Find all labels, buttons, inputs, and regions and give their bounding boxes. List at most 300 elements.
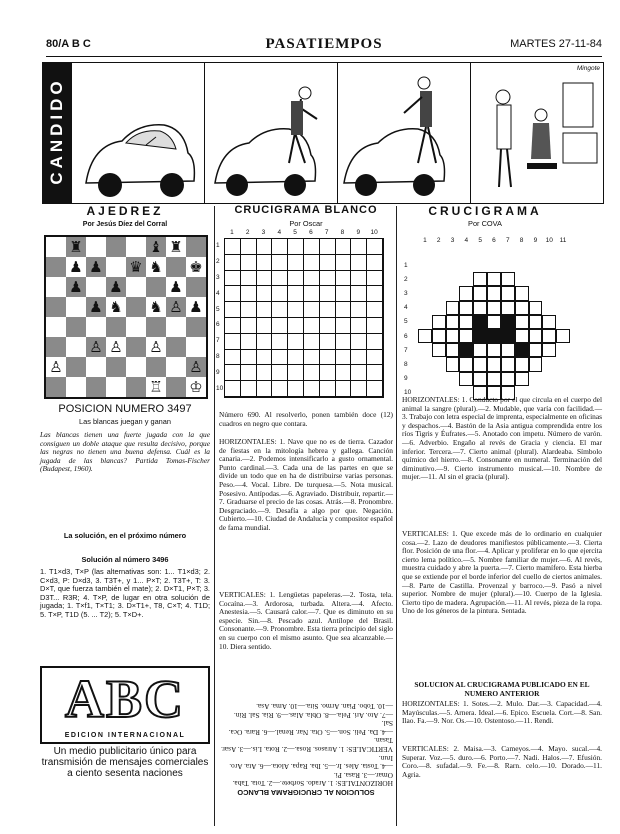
crossword-cell <box>272 271 288 287</box>
chess-square <box>86 237 106 257</box>
blanco-solution-line: VERTICALES: 1. Atrasos. Rosa.—2. Rota. Lis.—3. Asar. Tasan. <box>221 736 393 755</box>
crossword-cell <box>304 271 320 287</box>
row-number: 10 <box>216 384 224 392</box>
chess-square <box>186 237 206 257</box>
crossword-cell <box>529 315 543 329</box>
chess-square <box>46 377 66 397</box>
row-number: 2 <box>216 258 220 266</box>
crossword-cell <box>418 258 432 272</box>
row-number: 9 <box>216 368 220 376</box>
crossword-cell <box>487 357 501 371</box>
crossword-cell <box>459 258 473 272</box>
row-number: 7 <box>404 346 408 354</box>
crossword-cell <box>432 357 446 371</box>
crossword-cell <box>320 302 336 318</box>
crossword-cell <box>529 272 543 286</box>
crossword-cell <box>367 381 383 397</box>
crossword-cell <box>542 357 556 371</box>
chess-square <box>126 277 146 297</box>
chess-square: ♟ <box>69 257 83 276</box>
strip-title: CANDIDO <box>47 77 66 185</box>
crossword-cell <box>257 381 273 397</box>
crossword-cell <box>418 372 432 386</box>
crossword-cell <box>367 255 383 271</box>
column-number: 4 <box>277 229 282 236</box>
crossword-cell <box>529 372 543 386</box>
chess-square <box>166 357 186 377</box>
strip-title-band <box>43 63 71 203</box>
crossword-cell <box>272 365 288 381</box>
section-title: PASATIEMPOS <box>265 36 383 52</box>
chess-square <box>186 277 206 297</box>
cartoon-panel-2 <box>204 63 338 203</box>
chess-square <box>106 377 126 397</box>
row-number: 3 <box>216 273 220 281</box>
chess-square <box>126 337 146 357</box>
cova-row-numbers <box>404 258 414 400</box>
crossword-cell <box>257 318 273 334</box>
solution-title: Solución al número 3496 <box>81 555 169 564</box>
crossword-cell <box>446 343 460 357</box>
chess-square <box>126 357 146 377</box>
crossword-cell <box>351 239 367 255</box>
crossword-cell <box>432 286 446 300</box>
problem-body: Las blancas tienen una fuerte jugada con la que consiguen un doble ataque que resulta decisivo, porque las negras no tienen una buena defensa. Cuál es la jugada de las blancas? Partida Tomas-Fischer (Budapest, 1960). <box>40 430 210 474</box>
blanco-intro: Número 690. Al resolverlo, ponen también doce (12) cuadros en negro que contara. <box>219 410 393 428</box>
black-cell <box>501 329 515 343</box>
crossword-cell <box>272 318 288 334</box>
crossword-cell <box>501 258 515 272</box>
crossword-cell <box>225 302 241 318</box>
crossword-cell <box>529 343 543 357</box>
column-number: 6 <box>309 229 313 236</box>
car-drawing <box>72 63 205 203</box>
chess-square: ♞ <box>149 297 163 316</box>
crossword-cell <box>367 286 383 302</box>
column-number: 11 <box>559 237 567 244</box>
crossword-cell <box>501 343 515 357</box>
crossword-cell <box>556 272 570 286</box>
column-number: 1 <box>423 237 427 244</box>
chess-square <box>46 317 66 337</box>
crossword-cell <box>542 315 556 329</box>
crossword-cell <box>336 381 352 397</box>
crossword-cell <box>320 255 336 271</box>
crossword-cell <box>418 329 432 343</box>
row-number: 9 <box>404 375 408 383</box>
chess-square <box>166 377 186 397</box>
crossword-cell <box>487 315 501 329</box>
crossword-cell <box>542 258 556 272</box>
crossword-cell <box>367 271 383 287</box>
chess-board <box>44 235 208 399</box>
crossword-cell <box>351 350 367 366</box>
crossword-cell <box>225 381 241 397</box>
column-rule-1 <box>214 206 215 826</box>
crossword-cell <box>336 350 352 366</box>
crossword-cell <box>501 286 515 300</box>
column-number: 6 <box>492 237 496 244</box>
crossword-cell <box>556 258 570 272</box>
crossword-cell <box>241 239 257 255</box>
chess-square <box>106 257 126 277</box>
chess-square: ♞ <box>149 257 163 276</box>
barber-scene-drawing <box>471 63 604 203</box>
crossword-cell <box>304 286 320 302</box>
column-number: 2 <box>436 237 441 244</box>
cartoon-panel-4 <box>470 63 604 203</box>
crossword-cell <box>515 301 529 315</box>
abc-logo-box <box>40 666 210 744</box>
chess-square: ♙ <box>49 357 63 376</box>
chess-square: ♟ <box>86 297 106 317</box>
crossword-cell <box>515 272 529 286</box>
chess-square <box>106 237 126 257</box>
crossword-cell <box>556 286 570 300</box>
row-number: 6 <box>404 332 408 340</box>
chess-square <box>86 317 106 337</box>
chess-square: ♙ <box>109 337 123 356</box>
crossword-cell <box>272 334 288 350</box>
column-number: 3 <box>261 229 266 236</box>
crossword-cell <box>241 350 257 366</box>
chess-square <box>186 317 206 337</box>
crossword-cell <box>320 239 336 255</box>
cartoon-strip <box>42 62 604 204</box>
cova-horizontales: HORIZONTALES: 1. Conducto por el que circula en el cuerpo del animal la sangre (plural).—2. Mudable, que varía con facilidad.—3. Trabajo con letra especial de imprenta, especialmente en oficinas y despachos.—4. Bastón de la Asia antigua comprendida entre los ríos Tigris y Éufrates.—5. Anotado con impetu. Número de varón.—6. Adverbio. Engaño al revés de Gracia y ciencia. El mar inferior. Tercera.—7. Cierto animal (plural). Alardeaba. Símbolo químico del hierro.—8. Consonante en numeral. Terminación del diminutivo.—9. Cierto instrumento musical.—10. Nombre de mujer.—11. Al sin el gracia (plural). <box>402 395 602 482</box>
chess-square <box>126 377 146 397</box>
crossword-cell <box>459 286 473 300</box>
row-number: 1 <box>404 261 408 269</box>
crossword-cell <box>241 255 257 271</box>
crossword-cell <box>225 318 241 334</box>
chess-square <box>86 277 106 297</box>
column-number: 2 <box>245 229 250 236</box>
crossword-cell <box>529 301 543 315</box>
crossword-cell <box>225 334 241 350</box>
row-number: 1 <box>216 242 220 250</box>
crossword-cell <box>288 350 304 366</box>
chess-square <box>166 337 186 357</box>
row-number: 5 <box>216 305 220 313</box>
crossword-cell <box>446 372 460 386</box>
chess-square <box>166 257 186 277</box>
crossword-cell <box>320 365 336 381</box>
chess-square: ♟ <box>66 277 86 297</box>
crossword-cell <box>556 357 570 371</box>
crossword-cell <box>351 334 367 350</box>
chess-square <box>46 257 66 277</box>
crossword-cell <box>487 286 501 300</box>
row-number: 10 <box>404 389 412 397</box>
chess-square: ♙ <box>86 337 106 357</box>
crossword-cell <box>501 372 515 386</box>
column-number: 7 <box>324 229 329 236</box>
crossword-cell <box>367 318 383 334</box>
black-cell <box>473 315 487 329</box>
chess-square <box>46 277 66 297</box>
cartoon-panel-3 <box>337 63 471 203</box>
cova-solution-verticales: VERTICALES: 2. Maisa.—3. Cameyos.—4. Mayo. sucal.—4. Superar. Voz.—5. duro.—6. Porto.—7. Nadi. Halos.—7. Efusión. Coro.—8. sufadal.—9. Fe.—8. Rarn. celo.—10. Dorado.—11. Agria. <box>402 744 602 779</box>
solution-text: 1. T1×d3, T×P (las alternativas son: 1... T1×d3; 2. C×d3, P: D×d3, 3. T3T+, y 1... P×T; 2. T3T+, T: 3. D×T, que fuerza también el mate); 2. D×T1, P×T; 3. D3T... R3R; 4. T×P, de lugar en otra solución de jugada; 1. T×f1, T×T1; 3. D×T1+, T8, C×T; 4. T1D; 5. T×P, T1D (5. ... T2); 5. T×D+. <box>40 567 210 619</box>
crossword-cell <box>515 329 529 343</box>
crossword-cell <box>501 301 515 315</box>
crossword-cell <box>288 286 304 302</box>
crossword-cell <box>272 350 288 366</box>
chess-square: ♚ <box>189 257 203 276</box>
crossword-cell <box>418 357 432 371</box>
column-number: 9 <box>533 237 538 244</box>
crossword-cell <box>351 271 367 287</box>
chess-square <box>66 357 86 377</box>
column-number: 5 <box>478 237 482 244</box>
crossword-cell <box>542 301 556 315</box>
black-cell <box>459 343 473 357</box>
crossword-cell <box>272 302 288 318</box>
crossword-cell <box>432 372 446 386</box>
crossword-cell <box>241 271 257 287</box>
crossword-cell <box>529 329 543 343</box>
blanco-byline: Por Oscar <box>289 219 323 228</box>
blanco-solution-line: HORIZONTALES: 1. Arado. Sorbete.—2. Tota. Taba. Omar.—3. Rasa. Pi. <box>232 770 393 789</box>
column-number: 9 <box>356 229 361 236</box>
crossword-cell <box>241 334 257 350</box>
crossword-cell <box>257 334 273 350</box>
crossword-cell <box>459 357 473 371</box>
chess-square: ♟ <box>189 297 203 316</box>
chess-square <box>146 317 166 337</box>
crossword-cell <box>459 301 473 315</box>
crossword-cell <box>257 271 273 287</box>
crossword-cell <box>367 239 383 255</box>
crossword-cell <box>542 329 556 343</box>
crossword-cell <box>351 302 367 318</box>
crossword-cell <box>459 372 473 386</box>
crossword-cell <box>473 258 487 272</box>
cova-solution-title: SOLUCION AL CRUCIGRAMA PUBLICADO EN EL NUMERO ANTERIOR <box>414 680 590 698</box>
crossword-cell <box>529 357 543 371</box>
crossword-cell <box>272 286 288 302</box>
chess-square <box>66 337 86 357</box>
crossword-cell <box>336 239 352 255</box>
column-number: 3 <box>450 237 455 244</box>
black-cell <box>501 315 515 329</box>
crossword-cell <box>473 343 487 357</box>
crossword-cell <box>432 301 446 315</box>
crossword-cell <box>241 318 257 334</box>
crossword-cell <box>225 286 241 302</box>
crossword-cell <box>556 372 570 386</box>
row-number: 4 <box>404 304 408 312</box>
column-number: 4 <box>464 237 469 244</box>
crossword-cell <box>320 334 336 350</box>
crossword-cell <box>487 372 501 386</box>
cova-solution-horizontales: HORIZONTALES: 1. Sotes.—2. Mulo. Dar.—3. Capacidad.—4. Mayúsculas.—5. Arnera. Ideal.—6. Epico. Escuela. Cort.—8. San. Ilao. Fa.—9. Nor. Os.—10. Ostentoso.—11. Rendi. <box>402 699 602 726</box>
crossword-cell <box>304 334 320 350</box>
crossword-cell <box>446 329 460 343</box>
row-number: 4 <box>216 289 220 297</box>
crossword-cell <box>241 286 257 302</box>
crossword-cell <box>487 343 501 357</box>
car-and-man-drawing-2 <box>338 63 471 203</box>
crossword-cell <box>320 271 336 287</box>
crossword-cell <box>487 258 501 272</box>
crossword-cell <box>320 318 336 334</box>
chess-square <box>86 377 106 397</box>
chess-byline: Por Jesús Díez del Corral <box>82 221 168 228</box>
crossword-cell <box>336 302 352 318</box>
crossword-cell <box>304 365 320 381</box>
crossword-cell <box>351 365 367 381</box>
crossword-cell <box>459 272 473 286</box>
chess-square: ♟ <box>169 277 183 296</box>
crossword-cell <box>515 258 529 272</box>
chess-square <box>66 297 86 317</box>
chess-square <box>46 337 66 357</box>
blanco-title: CRUCIGRAMA BLANCO <box>234 204 378 216</box>
chess-square: ♟ <box>86 257 106 277</box>
crossword-cell <box>542 372 556 386</box>
crossword-cell <box>272 239 288 255</box>
crossword-cell <box>473 357 487 371</box>
chess-square: ♜ <box>66 237 86 257</box>
problem-title: POSICION NUMERO 3497 <box>58 403 192 415</box>
crossword-cell <box>304 350 320 366</box>
crossword-cell <box>304 302 320 318</box>
crucigrama-byline: Por COVA <box>468 219 502 228</box>
crossword-cell <box>241 365 257 381</box>
crossword-cell <box>418 301 432 315</box>
crossword-cell <box>487 272 501 286</box>
crossword-cell <box>225 271 241 287</box>
crossword-cell <box>418 343 432 357</box>
blanco-solution-line: —7. Ato. Ari. Pela.—8. Obla. Alas.—9. Ria. Sal. Rin. <box>233 710 393 720</box>
crossword-cell <box>336 365 352 381</box>
row-number: 5 <box>404 318 408 326</box>
crossword-cell <box>432 329 446 343</box>
solution-next: La solución, en el próximo número <box>63 531 187 540</box>
crossword-cell <box>473 301 487 315</box>
crossword-cell <box>515 372 529 386</box>
crossword-cell <box>542 286 556 300</box>
crossword-cell <box>542 343 556 357</box>
crossword-cell <box>473 286 487 300</box>
crossword-cell <box>351 286 367 302</box>
crossword-cell <box>320 350 336 366</box>
crossword-cell <box>446 272 460 286</box>
row-number: 2 <box>404 275 408 283</box>
chess-title: AJEDREZ <box>86 204 164 218</box>
column-number: 8 <box>519 237 524 244</box>
crossword-cell <box>336 255 352 271</box>
crossword-cell <box>288 302 304 318</box>
cova-verticales: VERTICALES: 1. Que excede más de lo ordinario en cualquier cosa.—2. Lazo de deudores manifiestos públicamente.—3. Cierta flor. Posición de una flor.—4. Aplicar y proliferar en lo que ejercita cierto lema político.—5. Nombre familiar de mujer.—6. Al revés, muestra cuidado y abre la puerta.—7. Cierto mamífero. Esta hierba que se extiende por el borde inferior del cuello de ciertos animales.—8. Parte de Castilla. Provenzal y barroco.—9. Pasó a nivel superior. Nombre de mujer (plural).—10. Cuerpo de la Iglesia. Cierto tipo de madera. Agrupación.—11. Al revés, pieza de la ropa. Uno de los géneros de la pintura. Sentada. <box>402 529 602 616</box>
crossword-cell <box>304 318 320 334</box>
chess-square: ♟ <box>106 277 126 297</box>
chess-square <box>146 277 166 297</box>
column-number: 10 <box>370 229 378 236</box>
row-number: 3 <box>404 290 408 297</box>
crossword-cell <box>336 318 352 334</box>
chess-square: ♝ <box>146 237 166 257</box>
crossword-cell <box>459 329 473 343</box>
crossword-cell <box>556 343 570 357</box>
crossword-cell <box>225 350 241 366</box>
crossword-cell <box>501 272 515 286</box>
column-number: 1 <box>230 229 234 236</box>
crossword-cell <box>320 286 336 302</box>
crossword-cell <box>515 357 529 371</box>
crossword-cell <box>257 302 273 318</box>
abc-logo: ABC <box>64 669 185 729</box>
chess-square <box>46 297 66 317</box>
chess-square <box>66 377 86 397</box>
black-cell <box>473 329 487 343</box>
crossword-cell <box>241 381 257 397</box>
crossword-cell <box>446 286 460 300</box>
crossword-cell <box>288 334 304 350</box>
crossword-cell <box>336 286 352 302</box>
crossword-cell <box>529 258 543 272</box>
blanco-solution-line: —4. Tosta. Ales. Ir.—5. Iba. Rapa. Alota.—6. Ata. Aro. Irun. <box>229 753 393 772</box>
crossword-cell <box>515 315 529 329</box>
crossword-cell <box>351 255 367 271</box>
crucigrama-title: CRUCIGRAMA <box>428 204 542 218</box>
blanco-grid <box>224 238 384 398</box>
page-id: 80/A B C <box>46 38 91 50</box>
crossword-cell <box>446 315 460 329</box>
crossword-cell <box>241 302 257 318</box>
chess-square: ♔ <box>189 377 203 396</box>
crossword-cell <box>257 255 273 271</box>
crossword-cell <box>351 381 367 397</box>
abc-edition: EDICION INTERNACIONAL <box>64 732 186 739</box>
crossword-cell <box>432 272 446 286</box>
crossword-cell <box>501 357 515 371</box>
crossword-cell <box>367 302 383 318</box>
crossword-cell <box>542 272 556 286</box>
crossword-cell <box>288 381 304 397</box>
crossword-cell <box>418 272 432 286</box>
chess-square <box>186 337 206 357</box>
chess-square <box>106 357 126 377</box>
chess-square: ♜ <box>169 237 183 256</box>
crossword-cell <box>473 272 487 286</box>
crossword-cell <box>446 301 460 315</box>
column-number: 7 <box>505 237 510 244</box>
chess-square: ♞ <box>109 297 123 316</box>
chess-square: ♙ <box>186 357 206 377</box>
chess-square <box>46 237 66 257</box>
crossword-cell <box>432 343 446 357</box>
row-number: 8 <box>404 361 408 369</box>
black-cell <box>487 329 501 343</box>
blanco-solution-line: —4. Da. Peli. Son.—5. Ota. Nar. Renal.—6. Rara. Oca. Sal. <box>228 719 393 737</box>
crossword-cell <box>556 329 570 343</box>
crossword-cell <box>288 365 304 381</box>
page-date: MARTES 27-11-84 <box>510 38 602 50</box>
crossword-cell <box>304 381 320 397</box>
column-number: 5 <box>293 229 297 236</box>
cartoon-panel-1 <box>71 63 205 203</box>
blanco-row-numbers <box>216 238 224 396</box>
row-number: 6 <box>216 321 220 329</box>
crossword-cell <box>225 365 241 381</box>
column-rule-2 <box>396 206 397 826</box>
row-number: 7 <box>216 337 220 345</box>
crossword-cell <box>351 318 367 334</box>
crossword-cell <box>257 239 273 255</box>
